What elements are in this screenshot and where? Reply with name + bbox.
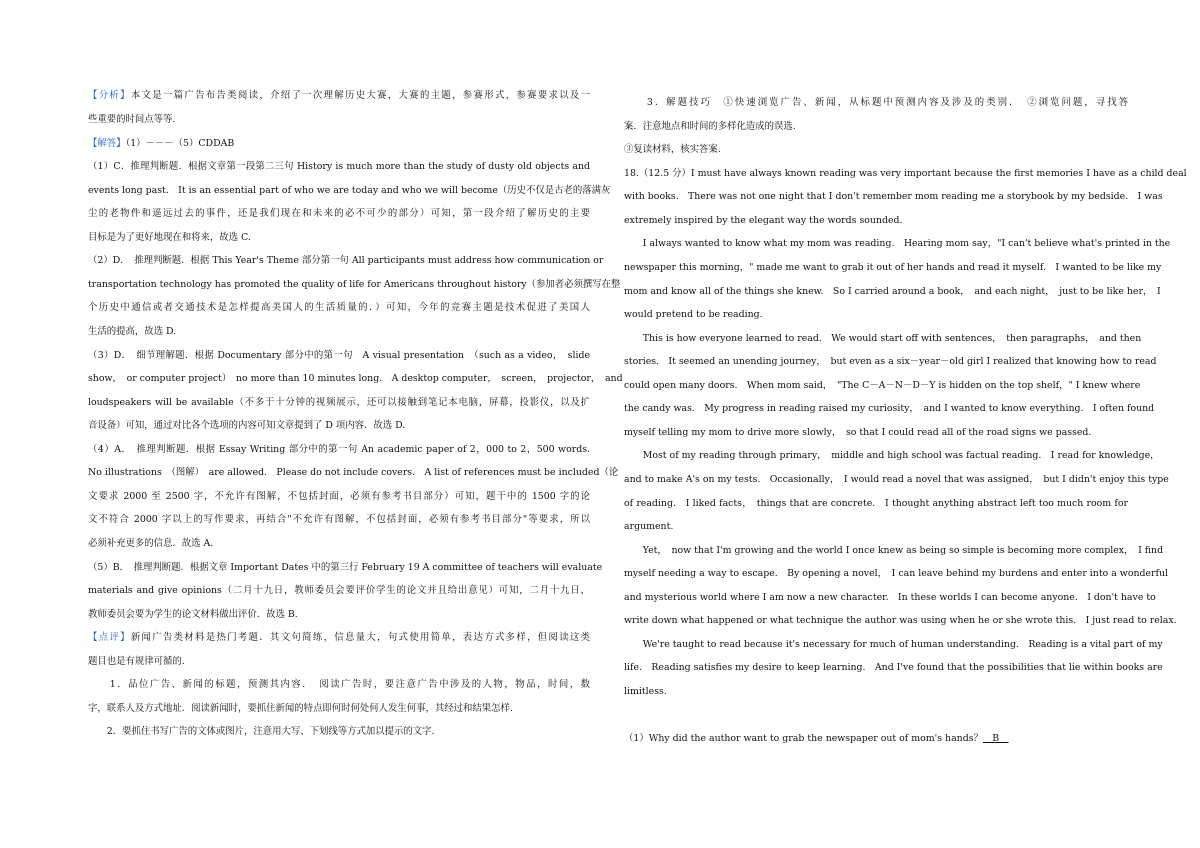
solution-answers: （1）－－－（5）CDDAB: [125, 138, 235, 149]
answer-blank: B: [982, 733, 1009, 744]
question-text: （1）Why did the author want to grab the newspaper out of mom's hands？: [624, 733, 983, 744]
comment-line: [88, 628, 590, 648]
passage-line: We're taught to read because it's necessary for much of human understanding. Reading is a vital part of my: [624, 639, 1163, 650]
analysis-text: 本文是一篇广告布告类阅读，介绍了一次理解历史大赛，大赛的主题，参赛形式，参赛要求以及一: [130, 90, 590, 101]
explanation-line: 个历史中通信或者交通技术是怎样提高美国人的生活质量的．）可知，今年的竞赛主题是技术促进了美国人: [88, 302, 590, 313]
passage-line: argument.: [624, 521, 674, 532]
comment-tag: 【点评】: [88, 632, 131, 643]
passage-line: I always wanted to know what my mom was reading. Hearing mom say，"I can't believe what's printed in the: [624, 238, 1171, 249]
passage-line: newspaper this morning，" made me want to grab it out of her hands and read it myself. I wanted to be like my: [624, 262, 1162, 273]
passage-line: myself telling my mom to drive more slowly， so that I could read all of the road signs we passed.: [624, 427, 1092, 438]
tip-line: 2．要抓住书写广告的文体或图片，注意用大写、下划线等方式加以提示的文字.: [88, 726, 435, 737]
passage-line: myself needing a way to escape. By opening a novel， I can leave behind my burdens and enter into a wonderful: [624, 568, 1169, 579]
tip-line: 字，联系人及方式地址．阅读新闻时，要抓住新闻的特点即何时何处何人发生何事，其经过和结果怎样.: [88, 703, 513, 714]
analysis-line: [88, 86, 590, 106]
passage-line: Yet， now that I'm growing and the world I once knew as being so simple is becoming more complex， I find: [624, 545, 1164, 556]
passage-line: of reading. I liked facts， things that are concrete. I thought anything abstract left too much room for: [624, 498, 1128, 509]
explanation-line: 文不符合 2000 字以上的写作要求，再结合"不允许有图解，不包括封面，必须有参考书目部分"等要求，所以: [88, 514, 590, 525]
explanation-line: （4）A． 推理判断题．根据 Essay Writing 部分中的第一句 An academic paper of 2，000 to 2，500 words.: [88, 444, 590, 455]
explanation-line: （5）B． 推理判断题．根据文章 Important Dates 中的第三行 February 19 A committee of teachers will evaluate: [88, 562, 603, 573]
comment-line: 题目也是有规律可循的.: [88, 656, 185, 667]
passage-line: could open many doors. When mom said， "The C－A－N－D－Y is hidden on the top shelf，" I knew where: [624, 380, 1141, 391]
explanation-line: 生活的提高，故选 D.: [88, 326, 177, 337]
passage-line: stories. It seemed an unending journey， but even as a six－year－old girl I realized that knowing how to read: [624, 356, 1157, 367]
solution-tag: 【解答】: [88, 138, 126, 149]
tip-line: 1．品位广告、新闻的标题，预测其内容． 阅读广告时，要注意广告中涉及的人物，物品，时间，数: [88, 679, 590, 690]
explanation-line: loudspeakers will be available（不多于十分钟的视频展示，还可以接触到笔记本电脑，屏幕，投影仪，以及扩: [88, 397, 590, 408]
passage-line: life. Reading satisfies my desire to keep learning. And I've found that the possibilities that lie within books are: [624, 662, 1163, 673]
explanation-line: No illustrations （图解） are allowed. Please do not include covers. A list of references must be included（论: [88, 467, 619, 478]
passage-line: would pretend to be reading.: [624, 309, 763, 320]
passage-line: with books. There was not one night that I don't remember mom reading me a storybook by my bedside. I was: [624, 191, 1163, 202]
analysis-line: 些重要的时间点等等.: [88, 114, 176, 125]
explanation-line: 教师委员会要为学生的论文材料做出评价．故选 B.: [88, 609, 298, 620]
analysis-tag: 【分析】: [88, 90, 131, 101]
passage-line: the candy was. My progress in reading raised my curiosity， and I wanted to know everything. I often found: [624, 403, 1155, 414]
passage-line: mom and know all of the things she knew. So I carried around a book， and each night， just to be like her， I: [624, 286, 1161, 297]
passage-line: This is how everyone learned to read. We would start off with sentences， then paragraphs， and then: [624, 333, 1142, 344]
passage-line: 18.（12.5 分）I must have always known reading was very important because the first memories I have as a child deal: [624, 168, 1187, 179]
solution-line: [88, 134, 590, 154]
explanation-line: materials and give opinions（二月十九日，教师委员会要评价学生的论文并且给出意见）可知，二月十九日，: [88, 585, 590, 596]
explanation-line: （2）D． 推理判断题．根据 This Year's Theme 部分第一句 All participants must address how communication or: [88, 255, 604, 266]
explanation-line: （1）C．推理判断题．根据文章第一段第二三句 History is much more than the study of dusty old objects and: [88, 161, 590, 172]
explanation-line: 必须补充更多的信息．故选 A.: [88, 538, 214, 549]
explanation-line: events long past. It is an essential part of who we are today and who we will become（历史不仅是古老的落满灰: [88, 185, 611, 196]
tip-line: 3．解题技巧 ①快速浏览广告、新闻，从标题中预测内容及涉及的类别． ②浏览问题，寻找答: [624, 97, 1128, 108]
question-line: [624, 729, 1128, 749]
explanation-line: 音设备）可知，通过对比各个选项的内容可知文章提到了 D 项内容．故选 D.: [88, 420, 406, 431]
comment-text: 新闻广告类材料是热门考题．其文句简练，信息量大，句式使用简单，表达方式多样，但阅读这类: [130, 632, 590, 643]
explanation-line: 尘的老物件和遥远过去的事件，还是我们现在和未来的必不可少的部分）可知，第一段介绍了解历史的主要: [88, 208, 590, 219]
tip-line: ③复读材料，核实答案.: [624, 144, 721, 155]
explanation-line: show， or computer project） no more than 10 minutes long. A desktop computer， screen， projector， and: [88, 373, 623, 384]
explanation-line: 文要求 2000 至 2500 字，不允许有图解，不包括封面，必须有参考书目部分）可知，题干中的 1500 字的论: [88, 491, 590, 502]
passage-line: and mysterious world where I am now a new character. In these worlds I can become anyone. I don't have to: [624, 592, 1156, 603]
passage-line: extremely inspired by the elegant way the words sounded.: [624, 215, 903, 226]
explanation-line: transportation technology has promoted the quality of life for Americans throughout history（参加者必须撰写在整: [88, 279, 621, 290]
passage-line: Most of my reading through primary， middle and high school was factual reading. I read for knowledge，: [624, 450, 1160, 461]
passage-line: and to make A's on my tests. Occasionally， I would read a novel that was assigned， but I didn't enjoy this type: [624, 474, 1169, 485]
explanation-line: （3）D． 细节理解题．根据 Documentary 部分中的第一句 A visual presentation （such as a video， slide: [88, 350, 590, 361]
passage-line: write down what happened or what technique the author was using when he or she wrote this. I just read to relax.: [624, 615, 1177, 626]
tip-line: 案．注意地点和时间的多样化造成的误选.: [624, 121, 796, 132]
explanation-line: 目标是为了更好地现在和将来，故选 C.: [88, 232, 251, 243]
passage-line: limitless.: [624, 686, 667, 697]
